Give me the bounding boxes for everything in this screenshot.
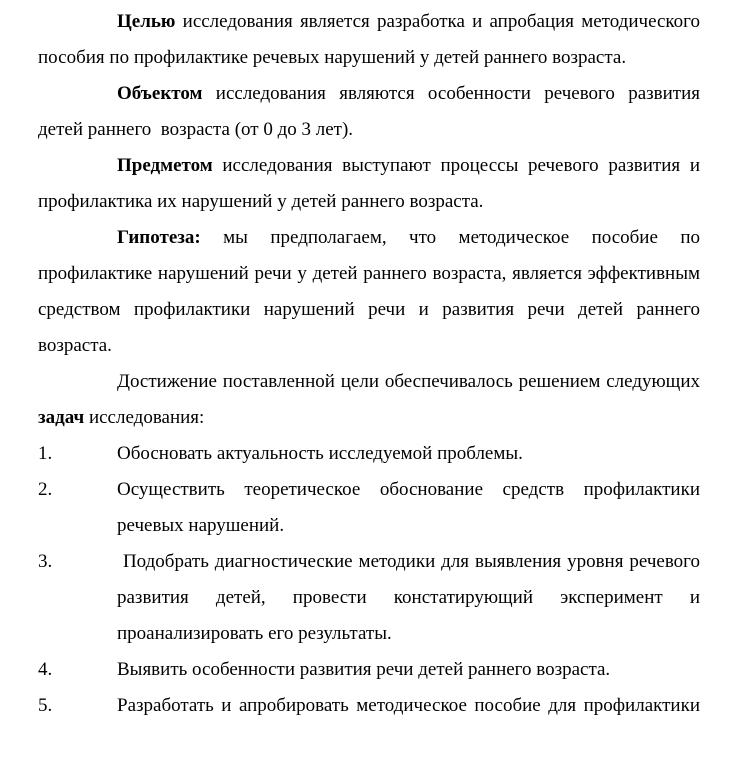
paragraph-predmet-text: исследования выступают процессы речевого развития и профилактика их нарушений у детей раннего возраста. [38,155,705,212]
paragraph-gipoteza-text: мы предполагаем, что методическое пособие по профилактике нарушений речи у детей раннего возраста, является эффективным средством профилактики нарушений речи и развития речи детей раннего возраста. [38,227,705,356]
list-item-number: 4. [38,659,53,680]
list-item [38,544,705,652]
paragraph-obekt-text: исследования являются особенности речевого развития детей раннего возраста (от 0 до 3 лет). [38,83,705,140]
list-item-number: 1. [38,443,53,464]
list-item-number: 3. [38,551,53,572]
paragraph-tasks-intro [38,364,705,436]
paragraph-predmet-lead: Предметом [117,155,213,176]
tasks-intro-tail: исследования: [84,407,205,428]
list-item-text: Обосновать актуальность исследуемой проблемы. [117,443,523,464]
document-text-body [38,4,705,760]
list-item-text: Осуществить теоретическое обоснование средств профилактики речевых нарушений. [117,479,705,536]
paragraph-obekt-lead: Объектом [117,83,203,104]
list-item-number: 5. [38,695,53,716]
paragraph-predmet [38,148,705,220]
paragraph-tsel-lead: Целью [117,11,176,32]
tasks-intro-lead: Достижение поставленной цели обеспечивалось решением следующих [117,371,705,392]
list-item [38,472,705,544]
list-item-text: Выявить особенности развития речи детей раннего возраста. [117,659,611,680]
paragraph-tsel-text: исследования является разработка и апробация методического пособия по профилактике речевых нарушений у детей раннего возраста. [38,11,705,68]
paragraph-gipoteza [38,220,705,364]
list-item [38,688,700,760]
list-item-text: Подобрать диагностические методики для выявления уровня речевого развития детей, провести констатирующий эксперимент и проанализировать его результаты. [117,551,705,644]
paragraph-obekt [38,76,705,148]
tasks-intro-bold-word: задач [38,407,85,428]
list-item-number: 2. [38,479,53,500]
paragraph-gipoteza-lead: Гипотеза: [117,227,201,248]
list-item [38,652,700,688]
list-item [38,436,700,472]
list-item-text: Разработать и апробировать методическое пособие для профилактики [117,695,700,716]
paragraph-tsel [38,4,705,76]
